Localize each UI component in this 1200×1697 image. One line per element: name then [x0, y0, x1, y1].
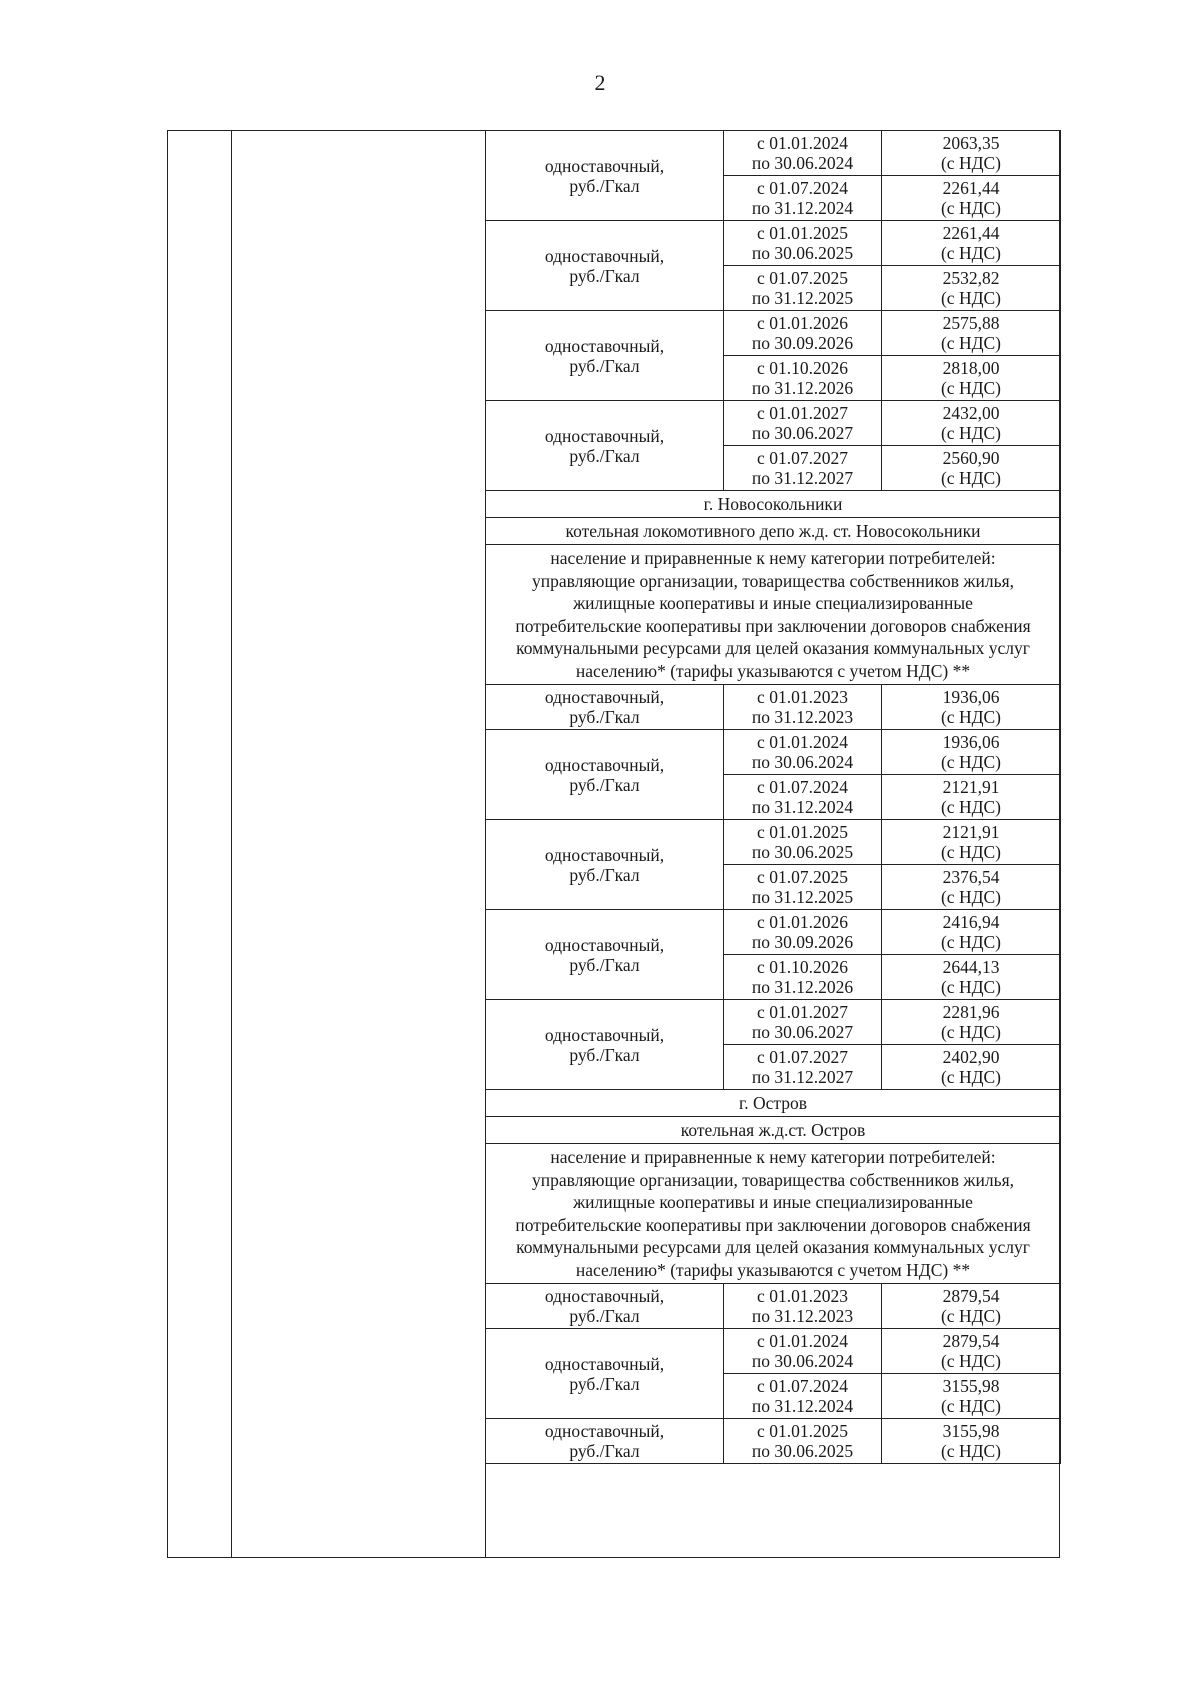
price-cell: [882, 1000, 1061, 1045]
period-from: с 01.01.2027: [757, 403, 848, 423]
consumer-row: [486, 1144, 1061, 1284]
price-cell: [882, 446, 1061, 491]
period-to: по 30.06.2024: [751, 1351, 854, 1371]
price-cell: [882, 730, 1061, 775]
price-value: 2575,88: [942, 313, 1000, 333]
price-cell: [882, 1419, 1061, 1464]
rate-cell: [486, 1419, 724, 1464]
boiler-header: котельная локомотивного депо ж.д. ст. Новосокольники: [486, 518, 1061, 545]
period-from: с 01.07.2027: [757, 448, 848, 468]
period-from: с 01.01.2027: [757, 1002, 848, 1022]
rate-type: одноставочный,: [544, 844, 665, 865]
rate-type: одноставочный,: [544, 245, 665, 266]
table-row: [486, 401, 1061, 446]
period-to: по 30.06.2024: [751, 153, 854, 173]
consumer-category-line: управляющие организации, товарищества собственников жилья,: [531, 570, 1014, 591]
city-row: [486, 491, 1061, 518]
period-cell: [724, 1374, 882, 1419]
price-value: 2532,82: [942, 268, 1000, 288]
consumer-category-line: коммунальными ресурсами для целей оказания коммунальных услуг: [516, 1237, 1030, 1257]
vat-note: (с НДС): [940, 468, 1002, 488]
period-from: с 01.10.2026: [757, 358, 848, 378]
rate-type: одноставочный,: [544, 335, 665, 356]
period-from: с 01.10.2026: [757, 957, 848, 977]
price-value: 1936,06: [942, 687, 1000, 707]
period-cell: [724, 865, 882, 910]
rate-unit: руб./Гкал: [569, 954, 640, 975]
consumer-category-line: потребительские кооперативы при заключении договоров снабжения: [515, 1214, 1031, 1235]
rate-cell: [486, 401, 724, 491]
vat-note: (с НДС): [940, 932, 1002, 952]
period-from: с 01.01.2026: [757, 313, 848, 333]
vat-note: (с НДС): [940, 333, 1002, 353]
price-value: 1936,06: [942, 732, 1000, 752]
vat-note: (с НДС): [940, 1306, 1002, 1326]
period-to: по 31.12.2023: [751, 707, 854, 727]
table-row: [486, 685, 1061, 730]
rate-cell: [486, 1329, 724, 1419]
table-row: [486, 1000, 1061, 1045]
vat-note: (с НДС): [940, 378, 1002, 398]
table-row: [486, 1284, 1061, 1329]
rate-cell: [486, 685, 724, 730]
price-value: 2416,94: [942, 912, 1000, 932]
vat-note: (с НДС): [940, 977, 1002, 997]
vat-note: (с НДС): [940, 752, 1002, 772]
period-to: по 31.12.2026: [751, 977, 854, 997]
vat-note: (с НДС): [940, 887, 1002, 907]
page-number: 2: [594, 70, 606, 95]
rate-cell: [486, 221, 724, 311]
consumer-category-line: жилищные кооперативы и иные специализированные: [573, 593, 973, 613]
table-row: [486, 910, 1061, 955]
period-cell: [724, 311, 882, 356]
rate-unit: руб./Гкал: [569, 864, 640, 885]
vat-note: (с НДС): [940, 707, 1002, 727]
rate-cell: [486, 131, 724, 221]
price-value: 2402,90: [942, 1047, 1000, 1067]
period-cell: [724, 1000, 882, 1045]
period-from: с 01.07.2027: [757, 1047, 848, 1067]
consumer-category: [486, 545, 1061, 685]
period-from: с 01.01.2024: [757, 1331, 848, 1351]
rate-cell: [486, 730, 724, 820]
period-to: по 30.06.2025: [751, 243, 854, 263]
period-from: с 01.07.2025: [757, 268, 848, 288]
price-value: 2121,91: [942, 777, 1000, 797]
vat-note: (с НДС): [940, 1022, 1002, 1042]
rate-type: одноставочный,: [544, 1353, 665, 1374]
period-cell: [724, 955, 882, 1000]
price-value: 2560,90: [942, 448, 1000, 468]
period-to: по 30.06.2027: [751, 423, 854, 443]
price-cell: [882, 131, 1061, 176]
vat-note: (с НДС): [940, 198, 1002, 218]
period-from: с 01.01.2023: [757, 1286, 848, 1306]
period-cell: [724, 446, 882, 491]
period-to: по 31.12.2023: [751, 1306, 854, 1326]
rate-cell: [486, 910, 724, 1000]
price-cell: [882, 865, 1061, 910]
table-row: [486, 730, 1061, 775]
rate-unit: руб./Гкал: [569, 707, 640, 727]
consumer-category-line: коммунальными ресурсами для целей оказания коммунальных услуг: [516, 638, 1030, 658]
rate-type: одноставочный,: [544, 155, 665, 176]
rate-unit: руб./Гкал: [569, 175, 640, 196]
price-value: 2121,91: [942, 822, 1000, 842]
period-cell: [724, 266, 882, 311]
price-value: 2879,54: [942, 1331, 1000, 1351]
vat-note: (с НДС): [940, 1441, 1002, 1461]
price-value: 2376,54: [942, 867, 1000, 887]
period-from: с 01.01.2025: [757, 223, 848, 243]
price-cell: [882, 401, 1061, 446]
vat-note: (с НДС): [940, 1067, 1002, 1087]
consumer-category-line: население и приравненные к нему категории потребителей:: [550, 1147, 996, 1167]
period-cell: [724, 131, 882, 176]
period-cell: [724, 176, 882, 221]
price-cell: [882, 266, 1061, 311]
period-cell: [724, 356, 882, 401]
rate-type: одноставочный,: [544, 1421, 665, 1441]
price-cell: [882, 1329, 1061, 1374]
price-cell: [882, 685, 1061, 730]
table-row: [486, 1419, 1061, 1464]
price-value: 2432,00: [942, 403, 1000, 423]
price-value: 2261,44: [942, 223, 1000, 243]
price-value: 3155,98: [942, 1376, 1000, 1396]
rate-unit: руб./Гкал: [569, 355, 640, 376]
column-divider-1: [231, 130, 232, 1558]
price-value: 2063,35: [942, 133, 1000, 153]
rate-type: одноставочный,: [544, 934, 665, 955]
rate-unit: руб./Гкал: [569, 445, 640, 466]
price-cell: [882, 1284, 1061, 1329]
table-row: [486, 820, 1061, 865]
period-to: по 30.06.2024: [751, 752, 854, 772]
period-to: по 31.12.2027: [751, 1067, 854, 1087]
period-to: по 30.09.2026: [751, 932, 854, 952]
price-value: 3155,98: [942, 1421, 1000, 1441]
rate-unit: руб./Гкал: [569, 1044, 640, 1065]
period-from: с 01.01.2026: [757, 912, 848, 932]
city-row: [486, 1090, 1061, 1117]
rate-type: одноставочный,: [544, 1024, 665, 1045]
period-cell: [724, 1419, 882, 1464]
rate-type: одноставочный,: [544, 754, 665, 775]
period-cell: [724, 775, 882, 820]
period-to: по 30.06.2025: [751, 1441, 854, 1461]
price-value: 2281,96: [942, 1002, 1000, 1022]
period-to: по 30.06.2027: [751, 1022, 854, 1042]
period-from: с 01.07.2025: [757, 867, 848, 887]
boiler-header: котельная ж.д.ст. Остров: [486, 1117, 1061, 1144]
period-from: с 01.07.2024: [757, 1376, 848, 1396]
tariff-table: [485, 130, 1061, 1464]
rate-unit: руб./Гкал: [569, 774, 640, 795]
table-row: [486, 131, 1061, 176]
period-cell: [724, 1284, 882, 1329]
rate-type: одноставочный,: [544, 687, 665, 707]
consumer-category: [486, 1144, 1061, 1284]
rate-cell: [486, 311, 724, 401]
period-to: по 31.12.2025: [751, 887, 854, 907]
table-row: [486, 1329, 1061, 1374]
price-cell: [882, 221, 1061, 266]
period-cell: [724, 910, 882, 955]
price-cell: [882, 775, 1061, 820]
rate-unit: руб./Гкал: [569, 1306, 640, 1326]
table-row: [486, 311, 1061, 356]
period-to: по 31.12.2024: [751, 198, 854, 218]
price-value: 2644,13: [942, 957, 1000, 977]
vat-note: (с НДС): [940, 153, 1002, 173]
period-from: с 01.01.2023: [757, 687, 848, 707]
consumer-category-line: управляющие организации, товарищества собственников жилья,: [531, 1169, 1014, 1190]
vat-note: (с НДС): [940, 288, 1002, 308]
period-from: с 01.01.2024: [757, 133, 848, 153]
vat-note: (с НДС): [940, 797, 1002, 817]
table-row: [486, 221, 1061, 266]
period-to: по 31.12.2026: [751, 378, 854, 398]
price-value: 2261,44: [942, 178, 1000, 198]
price-cell: [882, 311, 1061, 356]
period-cell: [724, 1045, 882, 1090]
price-cell: [882, 1045, 1061, 1090]
period-to: по 31.12.2024: [751, 1396, 854, 1416]
price-cell: [882, 356, 1061, 401]
period-to: по 30.09.2026: [751, 333, 854, 353]
period-cell: [724, 401, 882, 446]
consumer-row: [486, 545, 1061, 685]
period-from: с 01.01.2025: [757, 1421, 848, 1441]
rate-cell: [486, 1000, 724, 1090]
period-to: по 31.12.2025: [751, 288, 854, 308]
consumer-category-line: населению* (тарифы указываются с учетом НДС) **: [575, 660, 971, 681]
period-from: с 01.07.2024: [757, 178, 848, 198]
vat-note: (с НДС): [940, 1351, 1002, 1371]
period-cell: [724, 820, 882, 865]
period-to: по 30.06.2025: [751, 842, 854, 862]
period-from: с 01.01.2024: [757, 732, 848, 752]
boiler-row: [486, 518, 1061, 545]
rate-unit: руб./Гкал: [569, 1373, 640, 1394]
vat-note: (с НДС): [940, 243, 1002, 263]
consumer-category-line: население и приравненные к нему категории потребителей:: [550, 548, 996, 568]
city-header: г. Новосокольники: [486, 491, 1061, 518]
period-to: по 31.12.2024: [751, 797, 854, 817]
boiler-row: [486, 1117, 1061, 1144]
rate-cell: [486, 1284, 724, 1329]
rate-unit: руб./Гкал: [569, 1441, 640, 1461]
price-value: 2818,00: [942, 358, 1000, 378]
price-value: 2879,54: [942, 1286, 1000, 1306]
price-cell: [882, 1374, 1061, 1419]
rate-type: одноставочный,: [544, 425, 665, 446]
consumer-category-line: жилищные кооперативы и иные специализированные: [573, 1192, 973, 1212]
period-to: по 31.12.2027: [751, 468, 854, 488]
consumer-category-line: населению* (тарифы указываются с учетом НДС) **: [575, 1259, 971, 1280]
vat-note: (с НДС): [940, 423, 1002, 443]
period-cell: [724, 730, 882, 775]
price-cell: [882, 176, 1061, 221]
consumer-category-line: потребительские кооперативы при заключении договоров снабжения: [515, 615, 1031, 636]
period-cell: [724, 1329, 882, 1374]
rate-cell: [486, 820, 724, 910]
period-from: с 01.07.2024: [757, 777, 848, 797]
vat-note: (с НДС): [940, 842, 1002, 862]
period-from: с 01.01.2025: [757, 822, 848, 842]
city-header: г. Остров: [486, 1090, 1061, 1117]
rate-type: одноставочный,: [544, 1286, 665, 1306]
price-cell: [882, 910, 1061, 955]
rate-unit: руб./Гкал: [569, 265, 640, 286]
period-cell: [724, 685, 882, 730]
price-cell: [882, 820, 1061, 865]
vat-note: (с НДС): [940, 1396, 1002, 1416]
price-cell: [882, 955, 1061, 1000]
period-cell: [724, 221, 882, 266]
